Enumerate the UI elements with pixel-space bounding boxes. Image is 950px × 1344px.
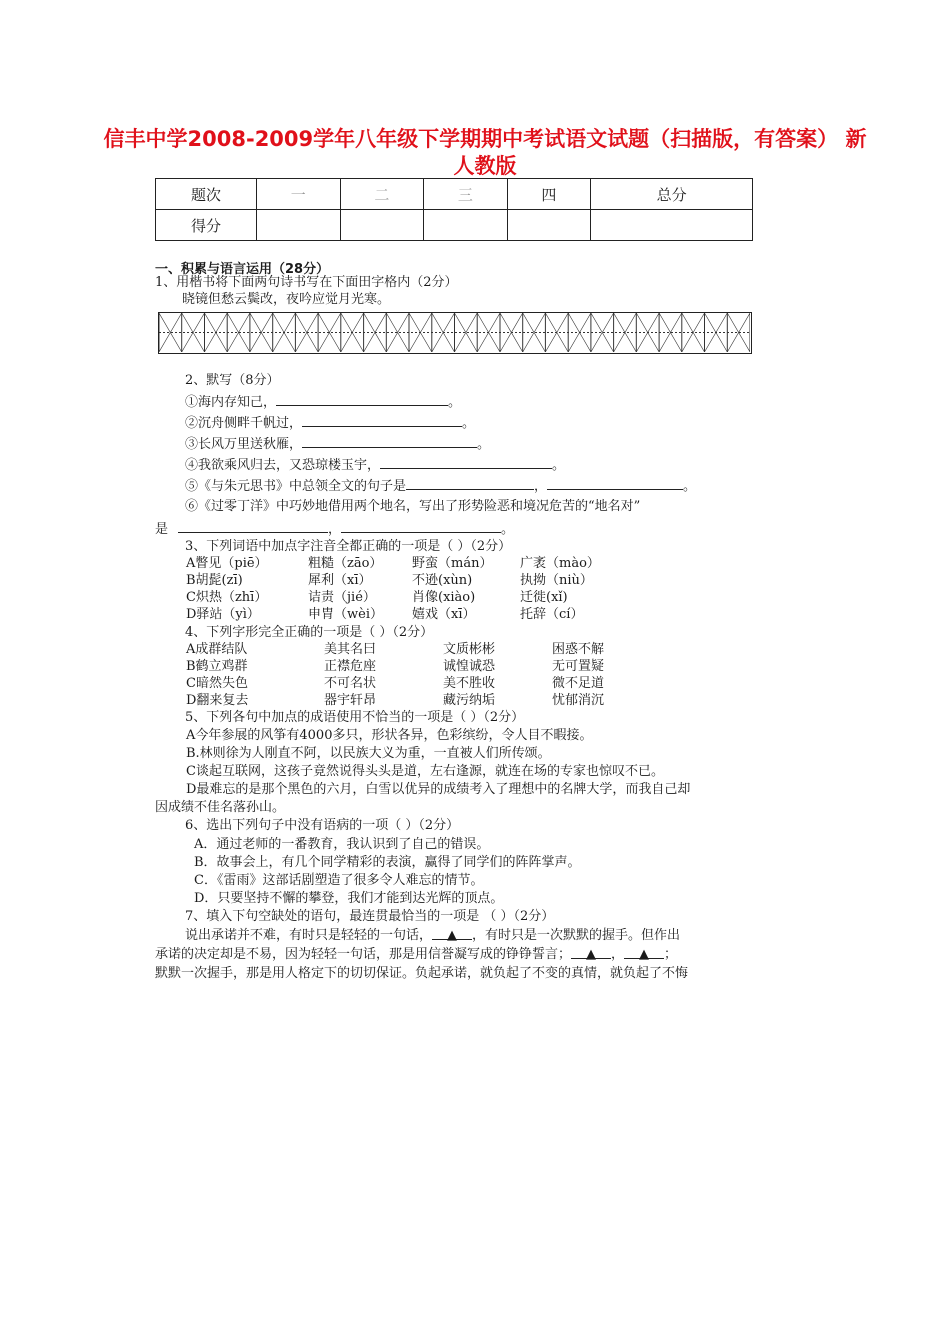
recite-item: ⑤《与朱元思书》中总领全文的句子是 ， 。	[185, 479, 697, 494]
option-cell: 诚惶诚恐	[443, 659, 496, 674]
period: 。	[448, 395, 462, 410]
option-line: B．故事会上，有几个同学精彩的表演，赢得了同学们的阵阵掌声。	[194, 855, 581, 870]
blank-marker[interactable]: ▲	[432, 927, 472, 940]
option-line: C谈起互联网，这孩子竟然说得头头是道，左右逢源，就连在场的专家也惊叹不已。	[186, 764, 664, 779]
option-cell: B鹤立鸡群	[186, 659, 248, 674]
period: 。	[462, 416, 476, 431]
score-header-cell: 题次	[156, 179, 257, 210]
blank-marker[interactable]: ▲	[624, 946, 664, 959]
option-cell: 诘责（jié）	[308, 590, 376, 605]
answer-blank[interactable]	[276, 393, 448, 406]
option-cell: 美其名曰	[324, 642, 377, 657]
option-cell: 野蛮（mán）	[412, 556, 493, 571]
answer-blank[interactable]	[406, 477, 534, 490]
recite-item	[185, 435, 490, 454]
question-1-poem: 晓镜但愁云鬓改，夜吟应觉月光寒。	[182, 292, 391, 307]
recite-text: ③长风万里送秋雁，	[185, 437, 303, 452]
option-cell: 美不胜收	[443, 676, 496, 691]
option-cell: 微不足道	[552, 676, 605, 691]
option-cell: C炽热（zhī）	[186, 590, 268, 605]
option-cell: 不可名状	[324, 676, 377, 691]
option-line: 因成绩不佳名落孙山。	[155, 800, 286, 815]
passage-line: 承诺的决定却是不易，因为轻轻一句话，那是用信誉凝写成的铮铮誓言； ▲ ， ▲ ；	[155, 947, 678, 962]
option-cell: 托辞（cí）	[520, 607, 584, 622]
passage-text: 说出承诺并不难，有时只是轻轻的一句话，	[185, 928, 433, 943]
section-heading: 一、积累与语言运用（28分）	[155, 262, 330, 277]
score-cell	[424, 210, 508, 241]
option-cell: 器宇轩昂	[324, 693, 377, 708]
answer-blank[interactable]	[302, 414, 462, 427]
option-cell: 藏污纳垢	[443, 693, 496, 708]
answer-blank[interactable]	[547, 477, 683, 490]
question-7-stem: 7、填入下句空缺处的语句，最连贯最恰当的一项是 （ ）（2分）	[185, 909, 555, 924]
score-header-cell: 一	[257, 179, 341, 210]
question-3-stem: 3、下列词语中加点字注音全都正确的一项是（ ）（2分）	[185, 539, 512, 554]
passage-text: ，有时只是一次默默的握手。但作出	[472, 928, 681, 943]
option-cell: 无可置疑	[552, 659, 605, 674]
option-cell: 不逊(xùn)	[412, 573, 473, 588]
option-cell: 困惑不解	[552, 642, 605, 657]
period: 。	[683, 479, 697, 494]
score-cell	[340, 210, 424, 241]
recite-text: 是	[155, 522, 169, 537]
score-header-cell: 三	[424, 179, 508, 210]
option-line: D．只要坚持不懈的攀登，我们才能到达光辉的顶点。	[194, 891, 504, 906]
period: 。	[552, 458, 566, 473]
score-table-score-row	[156, 210, 753, 241]
option-cell: 文质彬彬	[443, 642, 496, 657]
recite-item: ⑥《过零丁洋》中巧妙地借用两个地名，写出了形势险恶和境况危苦的“地名对”	[185, 499, 641, 514]
option-cell: A成群结队	[186, 642, 248, 657]
passage-text: ，	[611, 947, 625, 962]
option-cell: 犀利（xī）	[308, 573, 372, 588]
passage-text: 承诺的决定却是不易，因为轻轻一句话，那是用信誉凝写成的铮铮誓言；	[155, 947, 572, 962]
grid-lines	[159, 313, 750, 352]
question-6-stem: 6、选出下列句子中没有语病的一项（ ）（2分）	[185, 818, 460, 833]
recite-text: ⑤《与朱元思书》中总领全文的句子是	[185, 479, 407, 494]
option-line: A．通过老师的一番教育，我认识到了自己的错误。	[194, 837, 490, 852]
recite-item	[185, 393, 461, 412]
option-line: B.林则徐为人刚直不阿，以民族大义为重，一直被人们所传颂。	[186, 746, 551, 761]
option-cell: 肖像(xiào)	[412, 590, 476, 605]
answer-blank[interactable]	[341, 520, 501, 533]
score-row-label: 得分	[156, 210, 257, 241]
option-cell: 正襟危座	[324, 659, 377, 674]
recite-item	[185, 414, 475, 433]
passage-line: 默默一次握手，那是用人格定下的切切保证。负起承诺，就负起了不变的真情，就负起了不悔	[155, 966, 689, 981]
option-cell: 粗糙（zāo）	[308, 556, 383, 571]
option-cell: D翻来复去	[186, 693, 249, 708]
score-cell	[257, 210, 341, 241]
page-title: 信丰中学2008-2009学年八年级下学期期中考试语文试题（扫描版，有答案） 新人教版	[103, 127, 867, 178]
option-cell: 迁徙(xǐ)	[520, 590, 568, 605]
score-table-header-row	[156, 179, 753, 210]
answer-blank[interactable]	[380, 456, 552, 469]
answer-blank[interactable]	[178, 520, 328, 533]
option-cell: A瞥见（piē）	[186, 556, 268, 571]
option-line: A今年参展的风筝有4000多只，形状各异，色彩缤纷，令人目不暇接。	[186, 728, 593, 743]
score-header-cell: 总分	[591, 179, 753, 210]
question-2-stem: 2、默写（8分）	[185, 373, 280, 388]
option-cell: 忧郁消沉	[552, 693, 605, 708]
option-cell: B胡髭(zī)	[186, 573, 243, 588]
score-header-cell: 四	[507, 179, 591, 210]
recite-item	[185, 456, 565, 475]
period: 。	[501, 522, 515, 537]
score-header-cell: 二	[340, 179, 424, 210]
option-cell: C暗然失色	[186, 676, 248, 691]
score-cell	[507, 210, 591, 241]
recite-text: ④我欲乘风归去，又恐琼楼玉宇，	[185, 458, 381, 473]
score-table	[155, 178, 753, 241]
option-line: C．《雷雨》这部话剧塑造了很多令人难忘的情节。	[194, 873, 484, 888]
option-cell: 嬉戏（xī）	[412, 607, 476, 622]
question-1-stem: 1、用楷书将下面两句诗书写在下面田字格内（2分）	[155, 275, 458, 290]
score-cell	[591, 210, 753, 241]
recite-item-continued: 是 ， 。	[155, 522, 515, 537]
writing-grid	[158, 312, 752, 354]
question-5-stem: 5、下列各句中加点的成语使用不恰当的一项是（ ）（2分）	[185, 710, 525, 725]
option-line: D最难忘的是那个黑色的六月，白雪以优异的成绩考入了理想中的名牌大学，而我自己却	[186, 782, 691, 797]
recite-text: ①海内存知己，	[185, 395, 277, 410]
question-4-stem: 4、下列字形完全正确的一项是（ ）（2分）	[185, 625, 434, 640]
option-cell: D驿站（yì）	[186, 607, 260, 622]
period: 。	[477, 437, 491, 452]
option-cell: 申胄（wèi）	[308, 607, 383, 622]
option-cell: 执拗（niù）	[520, 573, 593, 588]
passage-line	[185, 927, 680, 945]
blank-marker[interactable]: ▲	[571, 946, 611, 959]
option-cell: 广袤（mào）	[520, 556, 600, 571]
recite-text: ②沉舟侧畔千帆过，	[185, 416, 303, 431]
answer-blank[interactable]	[302, 435, 477, 448]
